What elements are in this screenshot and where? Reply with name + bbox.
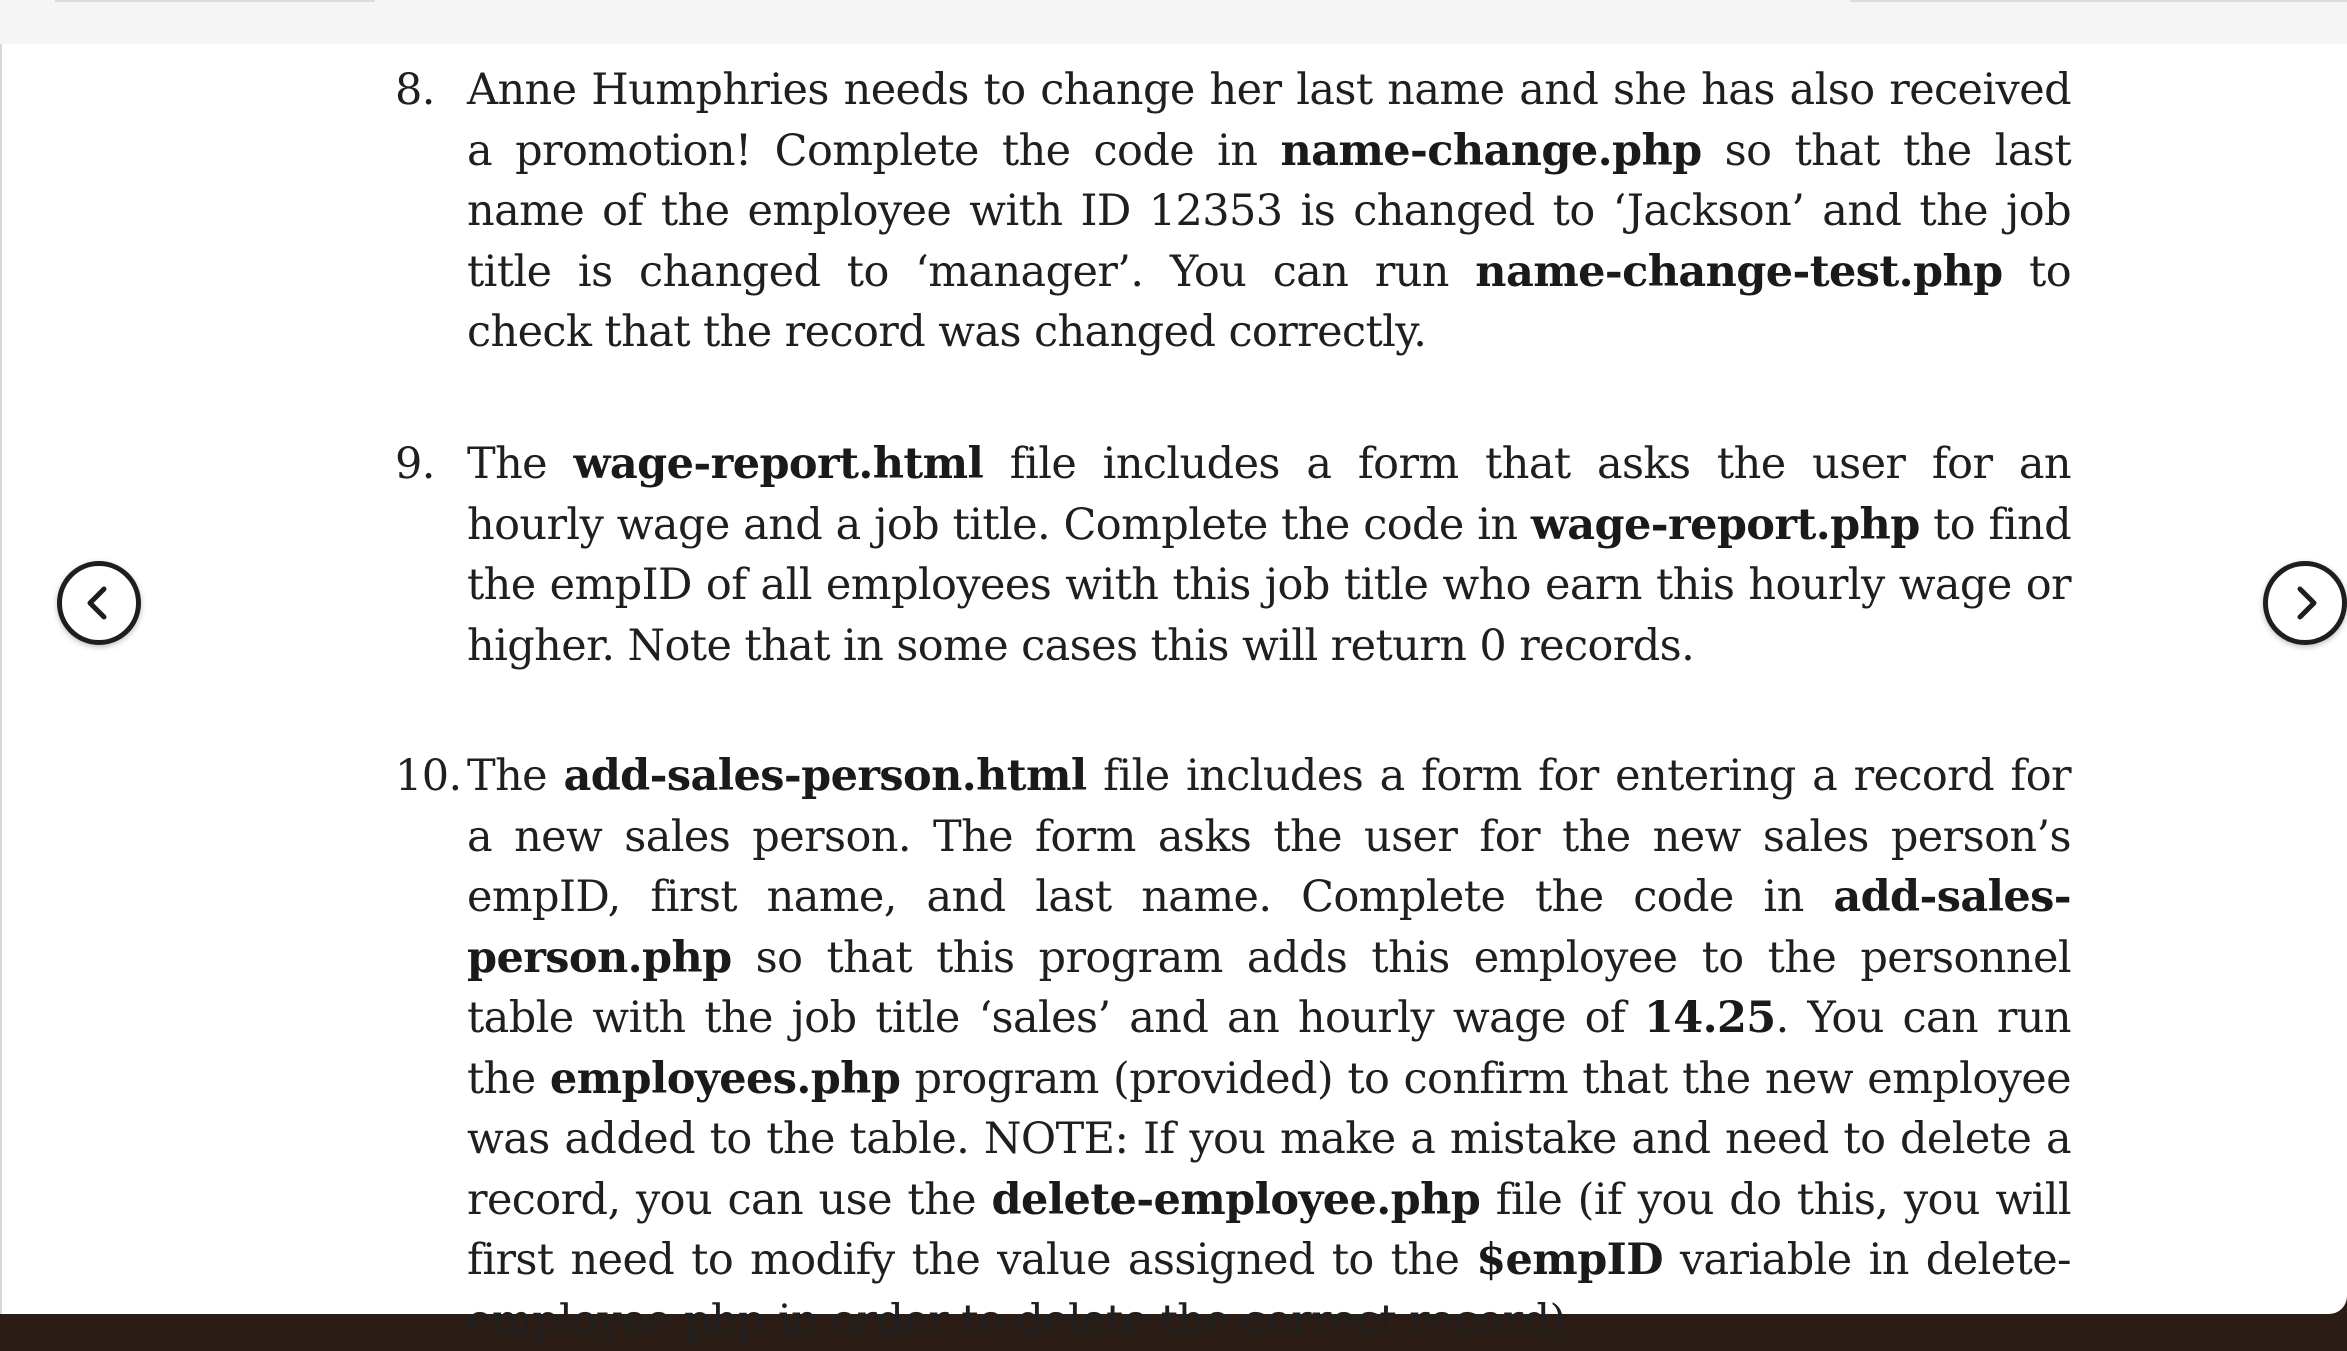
chevron-right-icon: [2286, 584, 2324, 622]
item-text: [467, 60, 2071, 363]
text-run: . You can run the: [467, 993, 2071, 1104]
file-name: add-sales-person.php: [467, 872, 2071, 983]
text-run: so that this program adds this employee to the personnel table with the job title ‘sales’ and an hourly wage of: [467, 932, 2071, 1043]
file-name: name-change.php: [1280, 125, 1702, 176]
text-run: variable in delete-employee.php in order to delete the correct record).: [467, 1235, 2071, 1346]
text-run: Anne Humphries needs to change her last name and she has also received a promotion! Complete the code in: [467, 65, 2071, 176]
item-number: 10.: [395, 751, 462, 801]
top-toolbar-strip: [0, 0, 2347, 44]
text-run: file (if you do this, you will first need to modify the value assigned to the: [467, 1174, 2072, 1285]
list-item: [395, 60, 2075, 363]
text-run: file includes a form that asks the user for an hourly wage and a job title. Complete the code in: [467, 439, 2071, 550]
list-item: [395, 746, 2075, 1351]
next-page-button[interactable]: [2263, 561, 2347, 645]
text-run: The: [467, 751, 564, 801]
text-run: to check that the record was changed correctly.: [467, 246, 2071, 357]
file-name: delete-employee.php: [991, 1174, 1481, 1225]
item-number: 9.: [395, 439, 435, 489]
previous-page-button[interactable]: [57, 561, 141, 645]
text-run: to find the empID of all employees with this job title who earn this hourly wage or higher. Note that in some cases this will return 0 records.: [467, 499, 2071, 671]
file-name: wage-report.php: [1530, 499, 1920, 550]
text-run: file includes a form for entering a record for a new sales person. The form asks the user for the new sales person’s empID, first name, and last name. Complete the code in: [467, 751, 2071, 922]
file-name: wage-report.html: [573, 439, 984, 489]
text-run: so that the last name of the employee with ID 12353 is changed to ‘Jackson’ and the job title is changed to ‘manager’. You can run: [467, 125, 2071, 297]
file-name: $empID: [1476, 1235, 1663, 1285]
toolbar-divider-right: [1850, 0, 2347, 2]
file-name: employees.php: [549, 1053, 901, 1104]
file-name: 14.25: [1643, 993, 1776, 1043]
chevron-left-icon: [80, 584, 118, 622]
item-number: 8.: [395, 65, 435, 115]
text-run: program (provided) to confirm that the new employee was added to the table. NOTE: If you make a mistake and need to delete a record, you can use the: [467, 1053, 2071, 1225]
text-run: The: [467, 439, 574, 489]
item-text: [467, 746, 2071, 1351]
item-text: [467, 434, 2071, 676]
toolbar-divider-left: [55, 0, 375, 2]
list-item: [395, 434, 2075, 676]
file-name: name-change-test.php: [1475, 246, 2003, 297]
file-name: add-sales-person.html: [563, 751, 1087, 801]
